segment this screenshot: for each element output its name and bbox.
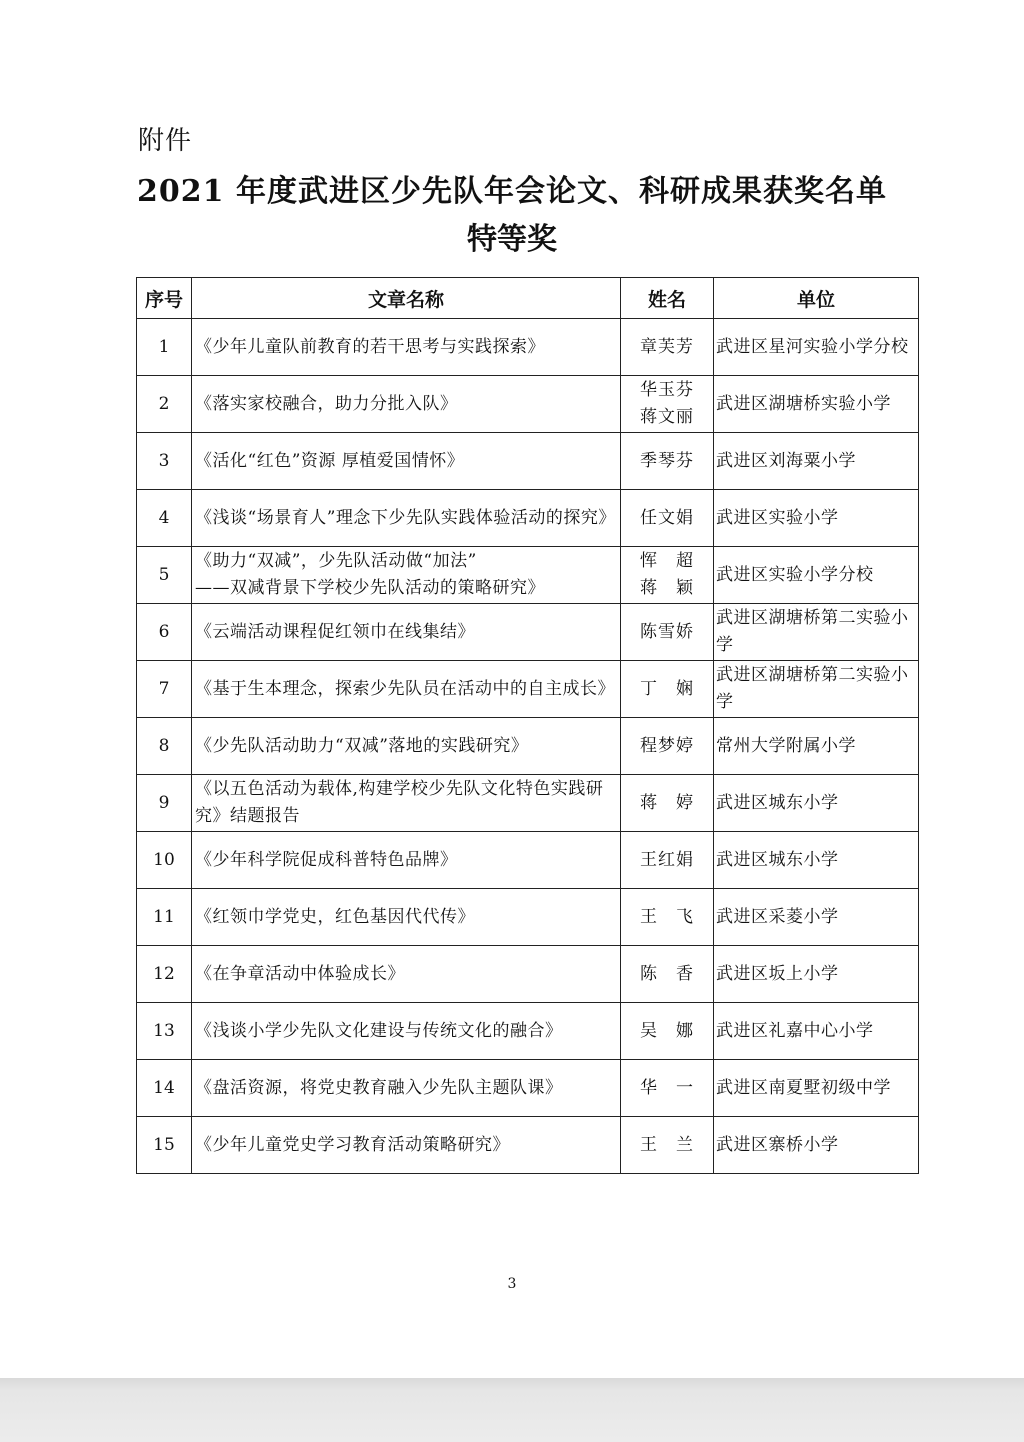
- table-row: [137, 1117, 919, 1174]
- column-header-article: 文章名称: [192, 278, 621, 319]
- article-title-line: 《活化“红色”资源 厚植爱国情怀》: [195, 450, 465, 471]
- author-name-cell: [621, 604, 714, 661]
- table-row: [137, 661, 919, 718]
- author-name: 王红娟: [640, 849, 694, 870]
- author-name: 陈雪娇: [640, 621, 694, 642]
- school-unit-cell: 武进区实验小学: [714, 490, 919, 547]
- row-number: 9: [137, 775, 192, 832]
- author-name-cell: [621, 1060, 714, 1117]
- article-title-cell: [192, 1060, 621, 1117]
- author-name: 王 飞: [640, 906, 694, 927]
- article-title-cell: [192, 376, 621, 433]
- article-title-cell: [192, 775, 621, 832]
- school-unit-cell: 武进区城东小学: [714, 832, 919, 889]
- row-number: 11: [137, 889, 192, 946]
- article-title-cell: [192, 547, 621, 604]
- school-unit-cell: 武进区实验小学分校: [714, 547, 919, 604]
- author-name-cell: [621, 1003, 714, 1060]
- author-name: 蒋 婷: [640, 792, 694, 813]
- author-name-cell: [621, 490, 714, 547]
- column-header-name: 姓名: [621, 278, 714, 319]
- awards-table: [136, 277, 919, 1174]
- article-title-line: ——双减背景下学校少先队活动的策略研究》: [195, 578, 545, 598]
- school-unit-cell: 武进区城东小学: [714, 775, 919, 832]
- article-title-line: 《少年儿童党史学习教育活动策略研究》: [195, 1134, 510, 1155]
- table-row: [137, 889, 919, 946]
- school-unit-cell: 武进区寨桥小学: [714, 1117, 919, 1174]
- school-unit-cell: 武进区湖塘桥第二实验小学: [714, 661, 919, 718]
- article-title-line: 《少先队活动助力“双减”落地的实践研究》: [195, 735, 529, 756]
- article-title-cell: [192, 604, 621, 661]
- author-name-cell: [621, 832, 714, 889]
- row-number: 4: [137, 490, 192, 547]
- row-number: 10: [137, 832, 192, 889]
- article-title-cell: [192, 718, 621, 775]
- row-number: 13: [137, 1003, 192, 1060]
- author-name-cell: [621, 547, 714, 604]
- row-number: 5: [137, 547, 192, 604]
- table-row: [137, 775, 919, 832]
- author-name: 程梦婷: [640, 735, 694, 756]
- article-title-cell: [192, 661, 621, 718]
- author-name-cell: [621, 1117, 714, 1174]
- row-number: 15: [137, 1117, 192, 1174]
- row-number: 1: [137, 319, 192, 376]
- viewer-bottom-bar: [0, 1378, 1024, 1442]
- school-unit-cell: 武进区坂上小学: [714, 946, 919, 1003]
- article-title-line: 《助力“双减”，少先队活动做“加法”: [195, 551, 477, 571]
- author-name-cell: [621, 376, 714, 433]
- attachment-label: 附件: [138, 126, 193, 156]
- author-name-cell: [621, 319, 714, 376]
- table-row: [137, 832, 919, 889]
- column-header-unit: 单位: [714, 278, 919, 319]
- table-row: [137, 547, 919, 604]
- article-title-cell: [192, 889, 621, 946]
- article-title-line: 《云端活动课程促红领巾在线集结》: [195, 621, 475, 642]
- article-title-line: 《盘活资源，将党史教育融入少先队主题队课》: [195, 1077, 563, 1098]
- table-row: [137, 319, 919, 376]
- table-row: [137, 490, 919, 547]
- article-title-line: 《在争章活动中体验成长》: [195, 963, 405, 984]
- article-title-cell: [192, 490, 621, 547]
- row-number: 7: [137, 661, 192, 718]
- row-number: 8: [137, 718, 192, 775]
- article-title-line: 究》结题报告: [195, 806, 300, 826]
- article-title-line: 《基于生本理念，探索少先队员在活动中的自主成长》: [195, 678, 615, 699]
- school-unit-cell: 武进区湖塘桥第二实验小学: [714, 604, 919, 661]
- school-unit-cell: 武进区南夏墅初级中学: [714, 1060, 919, 1117]
- author-name-cell: [621, 889, 714, 946]
- author-name-cell: [621, 433, 714, 490]
- row-number: 14: [137, 1060, 192, 1117]
- school-unit-cell: 武进区星河实验小学分校: [714, 319, 919, 376]
- author-name: 蒋 颖: [640, 578, 694, 598]
- author-name: 吴 娜: [640, 1020, 694, 1041]
- article-title-cell: [192, 319, 621, 376]
- article-title-line: 《少年科学院促成科普特色品牌》: [195, 849, 458, 870]
- table-row: [137, 718, 919, 775]
- article-title-line: 《少年儿童队前教育的若干思考与实践探索》: [195, 336, 545, 357]
- school-unit-cell: 武进区采菱小学: [714, 889, 919, 946]
- school-unit-cell: 常州大学附属小学: [714, 718, 919, 775]
- award-level-heading: 特等奖: [467, 222, 557, 257]
- author-name: 季琴芬: [640, 450, 694, 471]
- table-row: [137, 433, 919, 490]
- article-title-cell: [192, 832, 621, 889]
- author-name: 华玉芬: [640, 380, 694, 400]
- page-number: 3: [507, 1276, 517, 1292]
- table-header-row: [137, 278, 919, 319]
- row-number: 12: [137, 946, 192, 1003]
- school-unit-cell: 武进区礼嘉中心小学: [714, 1003, 919, 1060]
- author-name: 王 兰: [640, 1134, 694, 1155]
- table-row: [137, 376, 919, 433]
- author-name: 蒋文丽: [640, 407, 694, 427]
- author-name: 华 一: [640, 1077, 694, 1098]
- article-title-cell: [192, 946, 621, 1003]
- author-name: 恽 超: [640, 551, 694, 571]
- document-title: 2021 年度武进区少先队年会论文、科研成果获奖名单: [137, 174, 887, 209]
- column-header-number: 序号: [137, 278, 192, 319]
- school-unit-cell: 武进区湖塘桥实验小学: [714, 376, 919, 433]
- article-title-cell: [192, 433, 621, 490]
- article-title-line: 《浅谈小学少先队文化建设与传统文化的融合》: [195, 1020, 563, 1041]
- article-title-line: 《浅谈“场景育人”理念下少先队实践体验活动的探究》: [195, 507, 616, 528]
- table-row: [137, 1060, 919, 1117]
- author-name: 章芙芳: [640, 336, 694, 357]
- author-name: 丁 娴: [640, 678, 694, 699]
- author-name-cell: [621, 718, 714, 775]
- article-title-line: 《红领巾学党史，红色基因代代传》: [195, 906, 475, 927]
- row-number: 6: [137, 604, 192, 661]
- author-name-cell: [621, 946, 714, 1003]
- table-row: [137, 946, 919, 1003]
- article-title-line: 《落实家校融合，助力分批入队》: [195, 393, 458, 414]
- author-name-cell: [621, 661, 714, 718]
- school-unit-cell: 武进区刘海粟小学: [714, 433, 919, 490]
- article-title-line: 《以五色活动为载体,构建学校少先队文化特色实践研: [195, 779, 604, 799]
- table-row: [137, 604, 919, 661]
- article-title-cell: [192, 1003, 621, 1060]
- row-number: 2: [137, 376, 192, 433]
- author-name: 任文娟: [640, 507, 694, 528]
- author-name-cell: [621, 775, 714, 832]
- article-title-cell: [192, 1117, 621, 1174]
- author-name: 陈 香: [640, 963, 694, 984]
- table-row: [137, 1003, 919, 1060]
- row-number: 3: [137, 433, 192, 490]
